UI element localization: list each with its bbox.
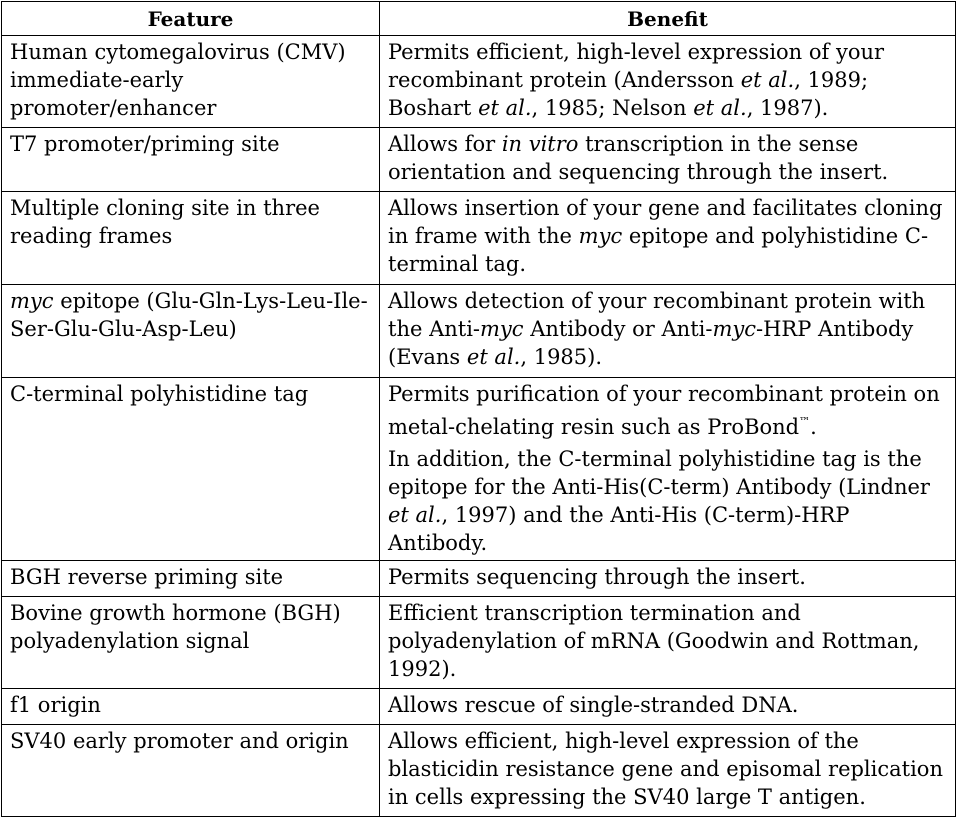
text-run: In addition, the C-terminal polyhistidine tag is the epitope for the Anti-His(C-term) Antibody (Lindner <box>388 447 930 499</box>
table-row <box>2 689 956 725</box>
feature-cell: Multiple cloning site in three reading frames <box>2 192 380 285</box>
text-run: Allows efficient, high-level expression of the blasticidin resistance gene and episomal replication in cells expressing the SV40 large T antigen. <box>388 729 943 809</box>
table-header-row <box>2 2 956 36</box>
superscript-text: ™ <box>799 415 811 428</box>
benefit-paragraph <box>388 691 947 719</box>
italic-text: et al. <box>693 96 747 120</box>
text-run: , 1985). <box>520 345 603 369</box>
table-row <box>2 561 956 597</box>
text-run: Allows for <box>388 132 502 156</box>
italic-text: et al. <box>466 345 521 369</box>
benefit-cell <box>380 689 956 725</box>
text-run: , 1997) and the Anti-His (C-term)-HRP Antibody. <box>388 503 850 555</box>
benefit-paragraph <box>388 287 947 371</box>
text-run: Allows detection of your recombinant protein with the Anti- <box>388 289 926 341</box>
text-run: -HRP Antibody (Evans <box>388 317 914 369</box>
benefit-paragraph <box>388 130 947 186</box>
benefit-cell <box>380 128 956 192</box>
text-run: Efficient transcription termination and polyadenylation of mRNA (Goodwin and Rottman, 1992). <box>388 601 920 681</box>
table-row <box>2 285 956 378</box>
header-benefit: Benefit <box>380 2 956 36</box>
italic-text: et al. <box>478 96 532 120</box>
benefit-paragraph <box>388 380 947 441</box>
italic-text: myc <box>578 224 623 248</box>
feature-cell: SV40 early promoter and origin <box>2 725 380 817</box>
benefit-cell <box>380 561 956 597</box>
benefit-cell <box>380 378 956 561</box>
text-run: transcription in the sense orientation and sequencing through the insert. <box>388 132 889 184</box>
benefit-cell <box>380 285 956 378</box>
table-row <box>2 192 956 285</box>
table-body <box>2 36 956 817</box>
text-run: epitope and polyhistidine C-terminal tag. <box>388 224 929 276</box>
table-row <box>2 378 956 561</box>
text-run: , 1985; Nelson <box>531 96 694 120</box>
italic-text: myc <box>480 317 524 341</box>
benefit-cell <box>380 725 956 817</box>
benefit-cell <box>380 192 956 285</box>
benefit-paragraph <box>388 38 947 122</box>
benefit-cell <box>380 36 956 128</box>
table-row <box>2 597 956 689</box>
feature-cell: Human cytomegalovirus (CMV) immediate-early promoter/enhancer <box>2 36 380 128</box>
feature-cell: Bovine growth hormone (BGH) polyadenylation signal <box>2 597 380 689</box>
text-run: Allows insertion of your gene and facilitates cloning in frame with the <box>388 196 943 248</box>
feature-cell: T7 promoter/priming site <box>2 128 380 192</box>
text-run: Allows rescue of single-stranded DNA. <box>388 693 799 717</box>
table-row <box>2 36 956 128</box>
table-row <box>2 128 956 192</box>
benefit-paragraph <box>388 445 947 557</box>
feature-cell: f1 origin <box>2 689 380 725</box>
italic-text: myc <box>712 317 756 341</box>
text-run: Permits purification of your recombinant protein on metal-chelating resin such as ProBond <box>388 382 940 439</box>
benefit-cell <box>380 597 956 689</box>
italic-text: et al. <box>388 503 442 527</box>
italic-text: myc <box>10 289 54 313</box>
text-run: epitope (Glu-Gln-Lys-Leu-Ile-Ser-Glu-Glu-Asp-Leu) <box>10 289 368 341</box>
feature-benefit-table <box>1 1 956 817</box>
feature-cell: C-terminal polyhistidine tag <box>2 378 380 561</box>
text-run: , 1989; Boshart <box>388 68 869 120</box>
feature-cell <box>2 285 380 378</box>
text-run: . <box>810 415 817 439</box>
benefit-paragraph <box>388 563 947 591</box>
italic-text: in vitro <box>501 132 579 156</box>
text-run: , 1987). <box>746 96 829 120</box>
text-run: Permits efficient, high-level expression of your recombinant protein (Andersson <box>388 40 885 92</box>
benefit-paragraph <box>388 194 947 278</box>
table-row <box>2 725 956 817</box>
italic-text: et al. <box>740 68 795 92</box>
text-run: Antibody or Anti- <box>523 317 713 341</box>
benefit-paragraph <box>388 727 947 811</box>
benefit-paragraph <box>388 599 947 683</box>
feature-cell: BGH reverse priming site <box>2 561 380 597</box>
text-run: Permits sequencing through the insert. <box>388 565 806 589</box>
header-feature: Feature <box>2 2 380 36</box>
